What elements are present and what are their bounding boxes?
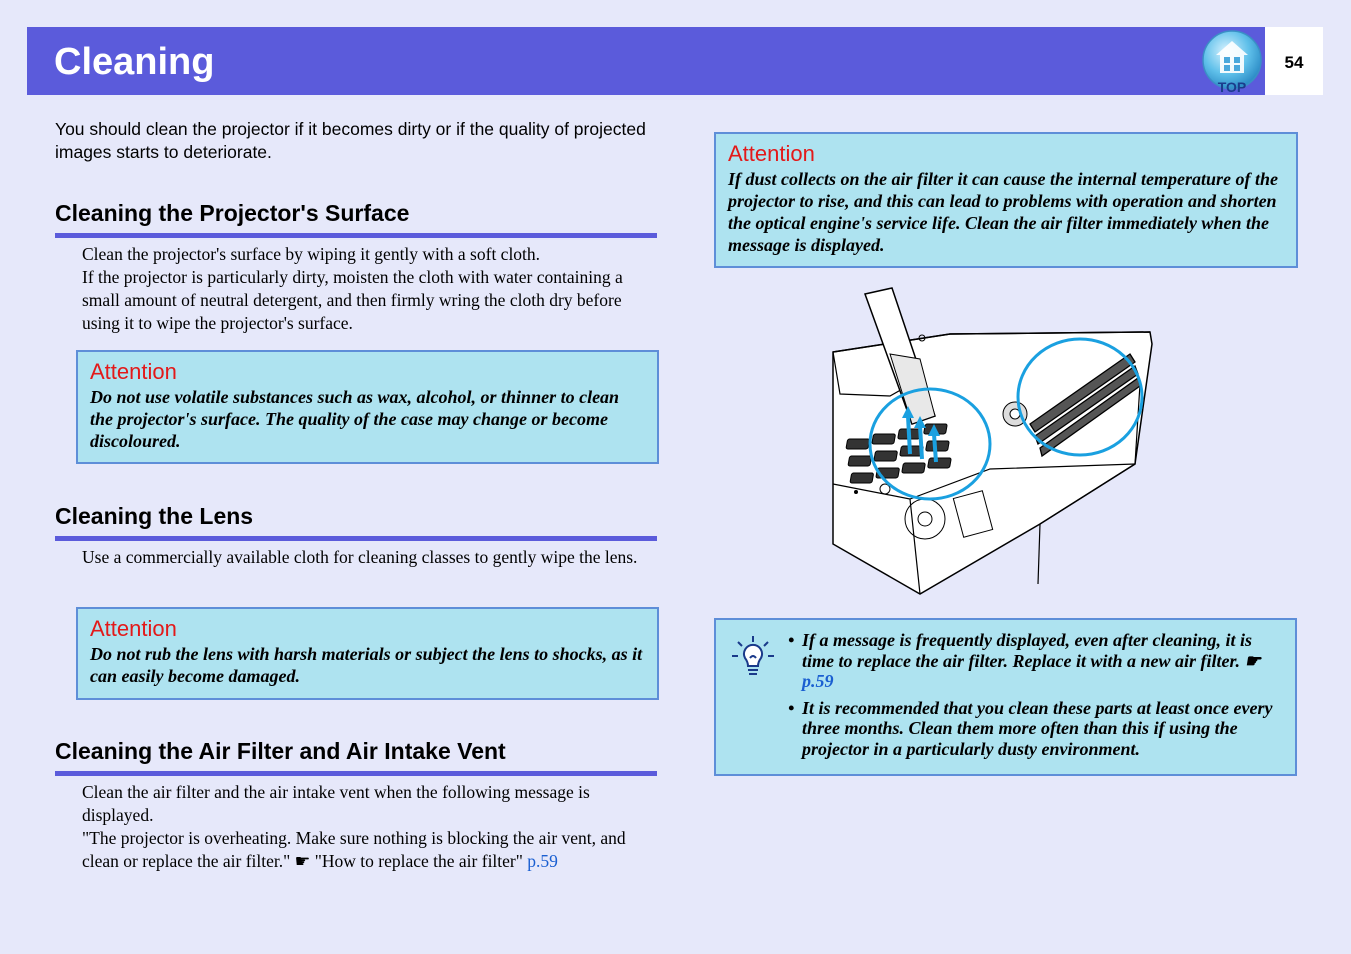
tip-text: If a message is frequently displayed, even after cleaning, it is time to replace the air filter. Replace it with a new air filter. [802, 630, 1252, 671]
attention-title: Attention [728, 141, 815, 166]
heading-projector-surface: Cleaning the Projector's Surface [55, 200, 657, 238]
attention-title: Attention [90, 359, 177, 384]
list-item [786, 698, 1286, 760]
pointing-hand-icon: ☛ [1244, 650, 1261, 671]
attention-text: Do not use volatile substances such as wax, alcohol, or thinner to clean the projector's surface. The quality of the case may change or become discoloured. [90, 387, 620, 451]
top-house-icon [1200, 29, 1264, 95]
page-number: 54 [1284, 53, 1304, 72]
tip-text: It is recommended that you clean these parts at least once every three months. Clean them more often than this if using the projector in a particularly dusty environment. [802, 697, 1273, 759]
reference-text: "How to replace the air filter" [314, 851, 523, 871]
tips-list [786, 630, 1286, 765]
attention-text: Do not rub the lens with harsh materials or subject the lens to shocks, as it can easily become damaged. [90, 644, 643, 686]
page-link-59[interactable]: p.59 [527, 851, 558, 871]
paragraph: If the projector is particularly dirty, moisten the cloth with water containing a small amount of neutral detergent, and then firmly wring the cloth dry before using it to wipe the projector's surface. [82, 267, 623, 333]
paragraph: Clean the air filter and the air intake vent when the following message is displayed. [82, 782, 590, 825]
air-filter-body [82, 781, 657, 873]
page-link-59[interactable]: p.59 [802, 671, 834, 691]
heading-air-filter: Cleaning the Air Filter and Air Intake Vent [55, 738, 657, 776]
attention-title: Attention [90, 616, 177, 641]
paragraph: Use a commercially available cloth for cleaning classes to gently wipe the lens. [82, 547, 638, 567]
pointing-hand-icon: ☛ [294, 851, 311, 871]
lightbulb-tip-icon [730, 634, 776, 680]
paragraph: Clean the projector's surface by wiping it gently with a soft cloth. [82, 244, 541, 264]
intro-text: You should clean the projector if it becomes dirty or if the quality of projected images starts to deteriorate. [55, 119, 646, 162]
page-title: Cleaning [54, 41, 215, 83]
lens-body [82, 546, 657, 569]
bullet: • [788, 630, 795, 650]
svg-text:TOP: TOP [1217, 79, 1247, 95]
projector-cleaning-illustration [830, 284, 1160, 596]
page-header [27, 27, 1265, 95]
paragraph-quote [82, 827, 657, 873]
top-button[interactable] [1200, 29, 1264, 95]
heading-lens: Cleaning the Lens [55, 503, 657, 541]
attention-box-air-filter [714, 132, 1298, 268]
attention-box-surface [76, 350, 659, 464]
attention-text: If dust collects on the air filter it can cause the internal temperature of the projector to rise, and this can lead to problems with operation and shorten the optical engine's service life. Clean the air filter immediately when the message is displayed. [728, 169, 1279, 255]
list-item [786, 630, 1286, 692]
surface-body [82, 243, 657, 335]
tips-box [714, 618, 1297, 776]
bullet: • [788, 697, 795, 718]
air-filter-illustration [830, 284, 1160, 596]
page-number-box [1265, 27, 1323, 95]
attention-box-lens [76, 607, 659, 700]
message-quote: "The projector is overheating. Make sure nothing is blocking the air vent, and clean or replace the air filter." [82, 828, 626, 871]
